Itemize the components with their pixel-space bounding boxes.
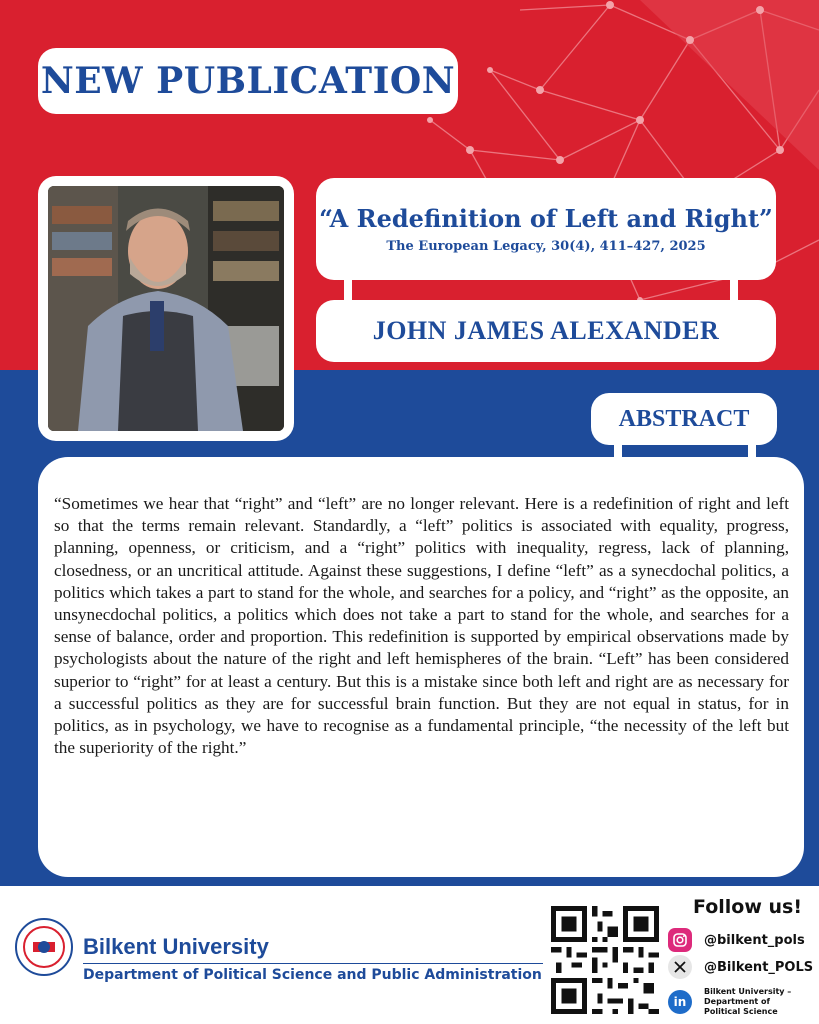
connector-left xyxy=(344,280,352,300)
abstract-label: ABSTRACT xyxy=(591,393,777,445)
abstract-text: “Sometimes we hear that “right” and “left” are no longer relevant. Here is a redefinition of right and left so that the terms remain relevant. Standardly, a “left” politics is associated with equality, progress, planning, openness, or criticism, and a “right” politics with inequality, regress, lack of planning, closedness, or an uncritical attitude. Against these suggestions, I define “left” as a synecdochal politics, a politics which takes a part to stand for the whole, and searches for a policy, and “right” as the opposite, an unsynecdochal politics, a politics which does not take a part to stand for the whole, and searches for a sense of balance, order and proportion. This redefinition is supported by empirical observations made by psychologists about the nature of the right and left hemispheres of the brain. “Left” has been considered superior to “right” for at least a century. But this is a mistake since both left and right are as necessary for a successful politics as they are for successful brain function. But they are not equal in status, for in politics, as in psychology, we have to recognise as a fundamental principle, “the necessity of the left but the superiority of the right.” xyxy=(54,494,789,758)
instagram-handle: @bilkent_pols xyxy=(704,932,805,948)
instagram-link[interactable] xyxy=(668,928,805,952)
department-name: Department of Political Science and Public Administration xyxy=(83,967,542,983)
x-icon xyxy=(668,955,692,979)
university-seal-logo xyxy=(14,917,74,977)
department-divider xyxy=(83,963,543,964)
x-handle: @Bilkent_POLS xyxy=(704,959,814,975)
publication-title-box xyxy=(316,178,776,280)
follow-us-heading: Follow us! xyxy=(693,896,803,918)
linkedin-label: Bilkent University – Department of Political Science xyxy=(704,987,792,1016)
new-publication-badge: NEW PUBLICATION xyxy=(38,48,458,114)
abstract-connector-right xyxy=(748,445,756,457)
author-photo-frame xyxy=(38,176,294,441)
instagram-icon xyxy=(668,928,692,952)
qr-code[interactable] xyxy=(551,906,659,1014)
linkedin-link[interactable] xyxy=(668,987,804,1017)
connector-right xyxy=(730,280,738,300)
linkedin-icon: in xyxy=(668,990,692,1014)
university-name: Bilkent University xyxy=(83,934,269,959)
author-name-box: JOHN JAMES ALEXANDER xyxy=(316,300,776,362)
x-link[interactable] xyxy=(668,955,813,979)
publication-title: “A Redefinition of Left and Right” xyxy=(319,204,773,233)
author-photo xyxy=(48,186,284,431)
abstract-connector-left xyxy=(614,445,622,457)
publication-citation: The European Legacy, 30(4), 411–427, 2025 xyxy=(386,239,706,254)
